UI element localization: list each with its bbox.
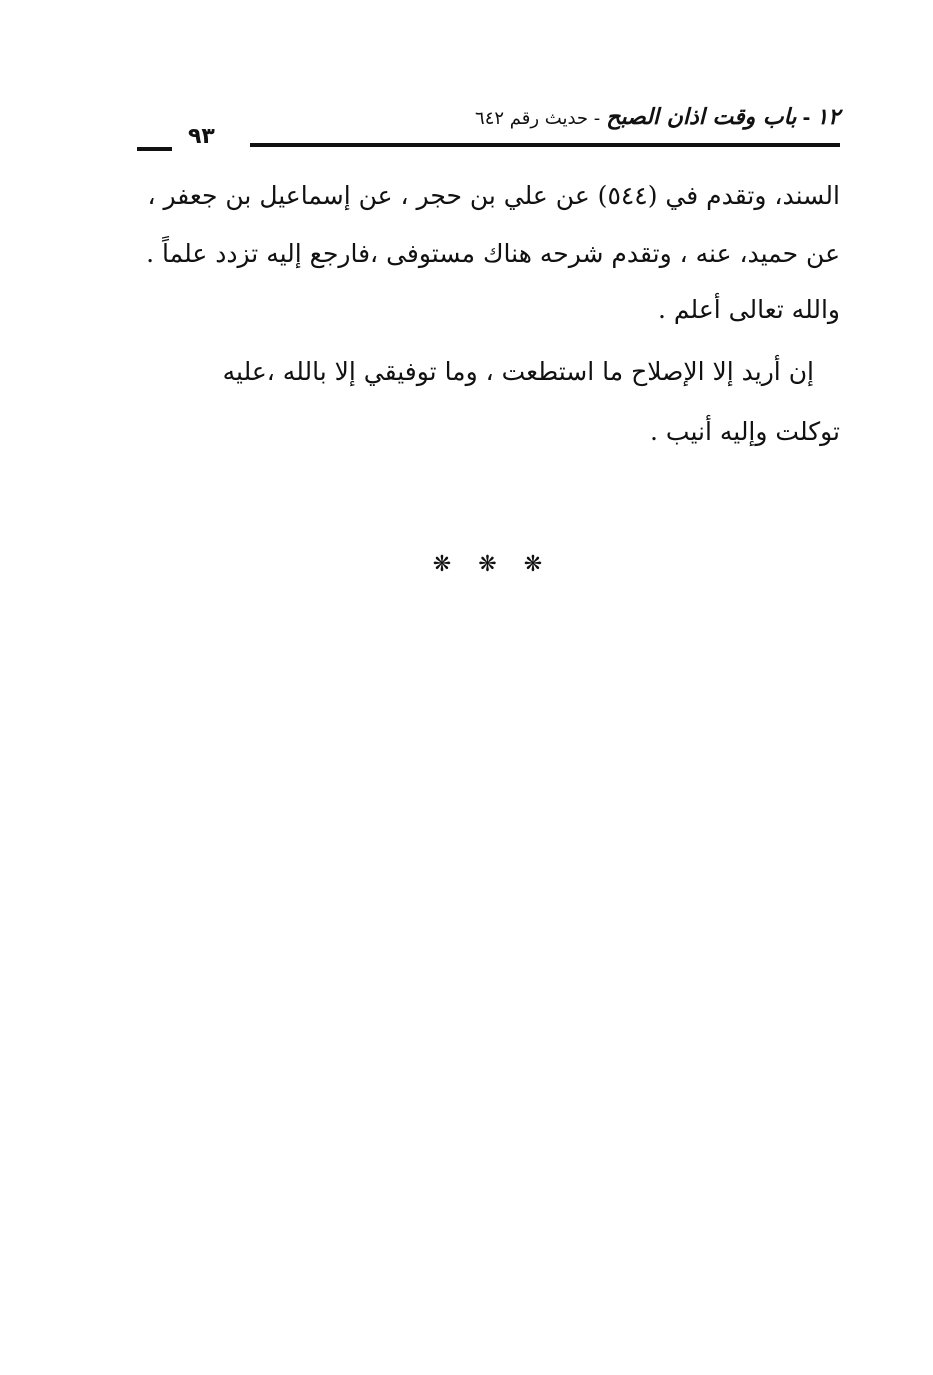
asterism-icon: ❋ [523,552,543,577]
chapter-number: ١٢ [816,104,840,130]
paragraph-2-line-1: إن أريد إلا الإصلاح ما استطعت ، وما توفيقي إلا بالله ،عليه [222,357,814,386]
paragraph-1-line-2: عن حميد، عنه ، وتقدم شرحه هناك مستوفى ،فارجع إليه تزدد علماً . [146,239,840,268]
page-number: ٩٣ [188,124,215,149]
asterism-icon: ❋ [432,552,452,577]
header-rule-short [137,147,172,151]
paragraph-2-line-2: توكلت وإليه أنيب . [650,417,840,446]
paragraph-1-line-1: السند، وتقدم في (٥٤٤) عن علي بن حجر ، عن إسماعيل بن جعفر ، [147,181,840,210]
header-title [475,100,840,136]
running-header [135,100,840,158]
hadith-reference: - حديث رقم ٦٤٢ [475,108,601,129]
header-rule-long [250,143,840,147]
paragraph-1-line-3: والله تعالى أعلم . [658,295,840,324]
asterism-icon: ❋ [478,552,497,577]
chapter-title: باب وقت اذان الصبح [606,104,797,130]
section-separator [425,548,550,582]
title-dash: - [802,107,811,129]
